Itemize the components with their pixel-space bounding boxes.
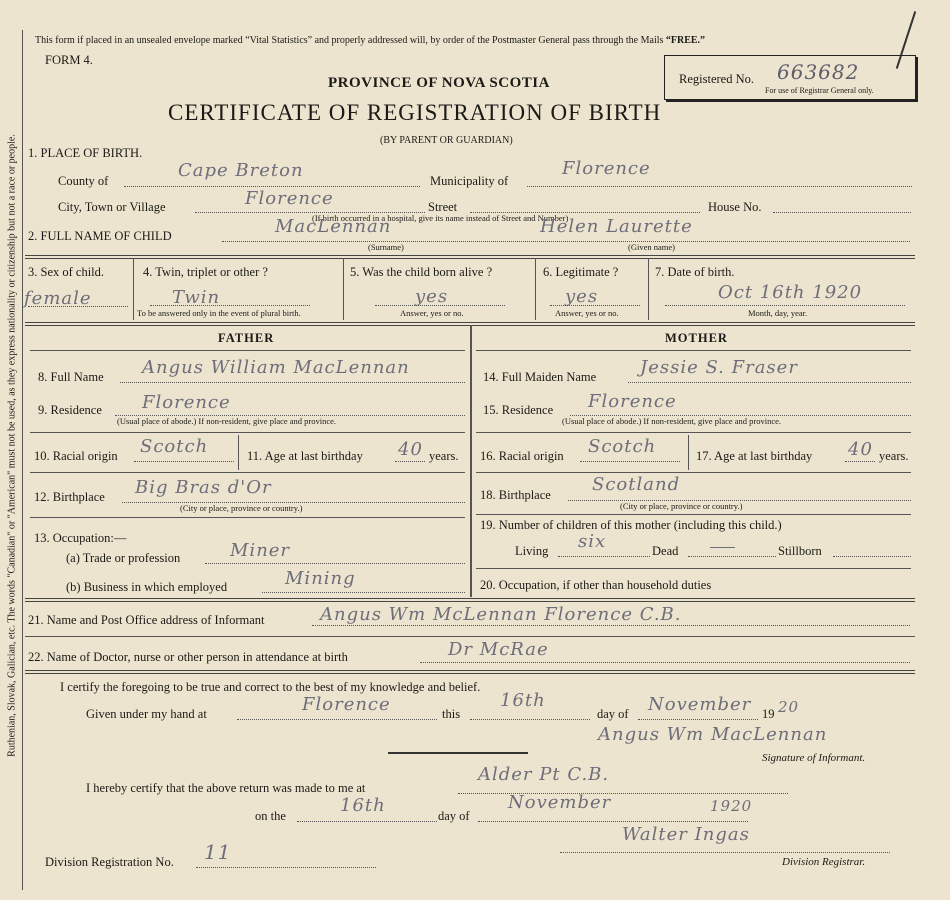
mother-heading-rule: [476, 350, 911, 351]
father-rule-1: [30, 432, 465, 433]
return-place-value[interactable]: Alder Pt C.B.: [478, 764, 610, 785]
mother-racial-line: [580, 461, 680, 462]
day-of-label: day of: [597, 707, 629, 721]
dob-label: 7. Date of birth.: [655, 265, 735, 279]
month-value[interactable]: November: [648, 694, 752, 715]
father-age-label: 11. Age at last birthday: [247, 449, 363, 463]
dob-value[interactable]: Oct 16th 1920: [718, 282, 863, 303]
mail-note: This form if placed in an unsealed envelope marked “Vital Statistics” and properly addressed will, by order of the Postmaster General pass through the Mails: [35, 35, 664, 46]
surname-caption: (Surname): [368, 242, 404, 252]
father-name-label: 8. Full Name: [38, 370, 104, 384]
trade-value[interactable]: Miner: [230, 540, 291, 561]
children-label: 19. Number of children of this mother (including this child.): [480, 518, 782, 532]
div-reg-label: Division Registration No.: [45, 855, 174, 869]
child-name-line: [222, 241, 910, 242]
left-margin-rule: [22, 30, 23, 890]
twin-line: [150, 305, 310, 306]
mother-age-value[interactable]: 40: [848, 439, 873, 460]
province-title: PROVINCE OF NOVA SCOTIA: [328, 75, 550, 91]
living-line: [558, 556, 650, 557]
mother-name-line: [628, 382, 911, 383]
mother-years: years.: [879, 449, 909, 463]
house-line: [773, 212, 911, 213]
father-occupation-label: 13. Occupation:—: [34, 531, 127, 545]
twin-note: To be answered only in the event of plural birth.: [137, 308, 301, 318]
registrar-signature-line: [560, 852, 890, 853]
legitimate-note: Answer, yes or no.: [555, 308, 619, 318]
registrar-use-note: For use of Registrar General only.: [765, 86, 874, 95]
father-racial-line: [134, 461, 234, 462]
reg-year-value[interactable]: 1920: [710, 797, 753, 815]
parents-divider: [470, 325, 472, 597]
alive-value[interactable]: yes: [415, 286, 449, 307]
reg-day-line: [297, 821, 437, 822]
on-the-label: on the: [255, 809, 286, 823]
given-place-value[interactable]: Florence: [302, 694, 391, 715]
form-number: FORM 4.: [45, 53, 93, 67]
given-place-line: [237, 719, 437, 720]
municipality-line: [527, 186, 912, 187]
dob-note: Month, day, year.: [748, 308, 808, 318]
div-reg-line: [196, 867, 376, 868]
father-racial-label: 10. Racial origin: [34, 449, 118, 463]
dob-line: [665, 305, 905, 306]
father-age-divider: [238, 435, 239, 470]
this-value[interactable]: 16th: [500, 690, 546, 711]
child-given-value[interactable]: Helen Laurette: [540, 216, 693, 237]
mother-heading: MOTHER: [665, 331, 728, 345]
street-label: Street: [428, 200, 458, 214]
legitimate-value[interactable]: yes: [565, 286, 599, 307]
col-divider-1: [133, 258, 134, 320]
informant-line: [312, 625, 910, 626]
doctor-value[interactable]: Dr McRae: [448, 639, 549, 660]
father-heading: FATHER: [218, 331, 275, 345]
signature-caption: Signature of Informant.: [762, 752, 866, 764]
sex-line: [28, 306, 128, 307]
page-title: CERTIFICATE OF REGISTRATION OF BIRTH: [168, 100, 662, 125]
mother-occupation-label: 20. Occupation, if other than household duties: [480, 578, 712, 592]
mother-residence-note: (Usual place of abode.) If non-resident, give place and province.: [562, 416, 782, 426]
alive-note: Answer, yes or no.: [400, 308, 464, 318]
div-reg-value[interactable]: 11: [204, 840, 232, 864]
informant-label: 21. Name and Post Office address of Informant: [28, 613, 265, 627]
father-residence-note: (Usual place of abode.) If non-resident, give place and province.: [117, 416, 337, 426]
municipality-value[interactable]: Florence: [562, 158, 651, 179]
twin-label: 4. Twin, triplet or other ?: [143, 265, 268, 279]
mother-age-divider: [688, 435, 689, 470]
mother-rule-1: [476, 432, 911, 433]
city-value[interactable]: Florence: [245, 188, 334, 209]
mother-rule-2: [476, 472, 911, 473]
registrar-caption: Division Registrar.: [782, 856, 866, 868]
given-label: Given under my hand at: [86, 707, 207, 721]
house-label: House No.: [708, 200, 762, 214]
legitimate-label: 6. Legitimate ?: [543, 265, 619, 279]
separator-rule: [388, 752, 528, 754]
reg-day-value[interactable]: 16th: [340, 795, 386, 816]
registered-value: 663682: [777, 60, 860, 84]
page-subtitle: (BY PARENT OR GUARDIAN): [380, 135, 513, 146]
father-birthplace-value[interactable]: Big Bras d'Or: [135, 477, 272, 498]
trade-line: [205, 563, 465, 564]
col-divider-4: [648, 258, 649, 320]
alive-line: [375, 305, 505, 306]
legitimate-line: [550, 305, 640, 306]
col-divider-2: [343, 258, 344, 320]
reg-day-of-label: day of: [438, 809, 470, 823]
business-label: (b) Business in which employed: [66, 580, 228, 594]
this-label: this: [442, 707, 461, 721]
mother-birthplace-value[interactable]: Scotland: [592, 474, 681, 495]
father-years: years.: [429, 449, 459, 463]
mother-birthplace-note: (City or place, province or country.): [620, 501, 743, 511]
father-age-value[interactable]: 40: [398, 439, 423, 460]
county-label: County of: [58, 174, 109, 188]
child-name-label: 2. FULL NAME OF CHILD: [28, 229, 172, 243]
mother-racial-label: 16. Racial origin: [480, 449, 564, 463]
mother-racial-value[interactable]: Scotch: [588, 436, 657, 457]
alive-label: 5. Was the child born alive ?: [350, 265, 493, 279]
hospital-note: (If birth occurred in a hospital, give its name instead of Street and Number): [312, 213, 569, 223]
sex-label: 3. Sex of child.: [28, 265, 105, 279]
doctor-line: [420, 662, 910, 663]
side-note: Ruthenian, Slovak, Galician, etc. The words "Canadian" or "American" must not be used, as they express nationality or citizenship but not a race or people.: [6, 134, 18, 757]
city-label: City, Town or Village: [58, 200, 166, 214]
informant-rule: [25, 636, 915, 637]
mother-residence-label: 15. Residence: [483, 403, 554, 417]
stillborn-label: Stillborn: [778, 544, 822, 558]
registrar-signature[interactable]: Walter Ingas: [622, 824, 750, 845]
county-value[interactable]: Cape Breton: [178, 160, 304, 181]
return-label: I hereby certify that the above return was made to me at: [86, 781, 366, 795]
business-value[interactable]: Mining: [285, 568, 356, 589]
this-line: [470, 719, 590, 720]
year-value[interactable]: 20: [778, 698, 800, 716]
stillborn-line: [833, 556, 911, 557]
living-value[interactable]: six: [578, 531, 607, 552]
mother-rule-4: [476, 568, 911, 569]
dead-label: Dead: [652, 544, 679, 558]
municipality-label: Municipality of: [430, 174, 509, 188]
divider-top: [25, 255, 915, 259]
divider-certify: [25, 670, 915, 674]
divider-informant: [25, 598, 915, 602]
mother-birthplace-label: 18. Birthplace: [480, 488, 551, 502]
business-line: [262, 592, 465, 593]
col-divider-3: [535, 258, 536, 320]
dead-dash: [710, 547, 735, 548]
father-rule-2: [30, 472, 465, 473]
year-prefix: 19: [762, 707, 775, 721]
father-residence-value[interactable]: Florence: [142, 392, 231, 413]
county-line: [124, 186, 420, 187]
doctor-label: 22. Name of Doctor, nurse or other person in attendance at birth: [28, 650, 348, 664]
father-birthplace-label: 12. Birthplace: [34, 490, 105, 504]
given-caption: (Given name): [628, 242, 675, 252]
mother-age-line: [845, 461, 875, 462]
father-name-value[interactable]: Angus William MacLennan: [142, 357, 410, 378]
child-surname-value[interactable]: MacLennan: [275, 216, 392, 237]
mother-age-label: 17. Age at last birthday: [696, 449, 813, 463]
father-rule-3: [30, 517, 465, 518]
mother-name-label: 14. Full Maiden Name: [483, 370, 597, 384]
father-name-line: [120, 382, 465, 383]
reg-month-line: [478, 821, 748, 822]
informant-signature[interactable]: Angus Wm MacLennan: [598, 724, 828, 745]
father-residence-label: 9. Residence: [38, 403, 102, 417]
sex-value[interactable]: female: [24, 288, 92, 309]
father-age-line: [395, 461, 425, 462]
registered-box: [664, 55, 916, 100]
reg-month-value[interactable]: November: [508, 792, 612, 813]
living-label: Living: [515, 544, 549, 558]
mother-residence-value[interactable]: Florence: [588, 391, 677, 412]
informant-value[interactable]: Angus Wm McLennan Florence C.B.: [320, 604, 682, 625]
twin-value[interactable]: Twin: [172, 287, 221, 308]
place-of-birth-label: 1. PLACE OF BIRTH.: [28, 146, 143, 160]
certify-text: I certify the foregoing to be true and correct to the best of my knowledge and belief.: [60, 680, 481, 694]
month-line: [638, 719, 758, 720]
mother-name-value[interactable]: Jessie S. Fraser: [640, 357, 798, 378]
mail-note-line: [35, 35, 705, 46]
father-birthplace-note: (City or place, province or country.): [180, 503, 303, 513]
father-heading-rule: [30, 350, 465, 351]
trade-label: (a) Trade or profession: [66, 551, 181, 565]
father-racial-value[interactable]: Scotch: [140, 436, 209, 457]
registered-label: Registered No.: [679, 72, 754, 86]
dead-line: [688, 556, 776, 557]
free-label: “FREE.”: [665, 35, 706, 46]
mother-rule-3: [476, 514, 911, 515]
